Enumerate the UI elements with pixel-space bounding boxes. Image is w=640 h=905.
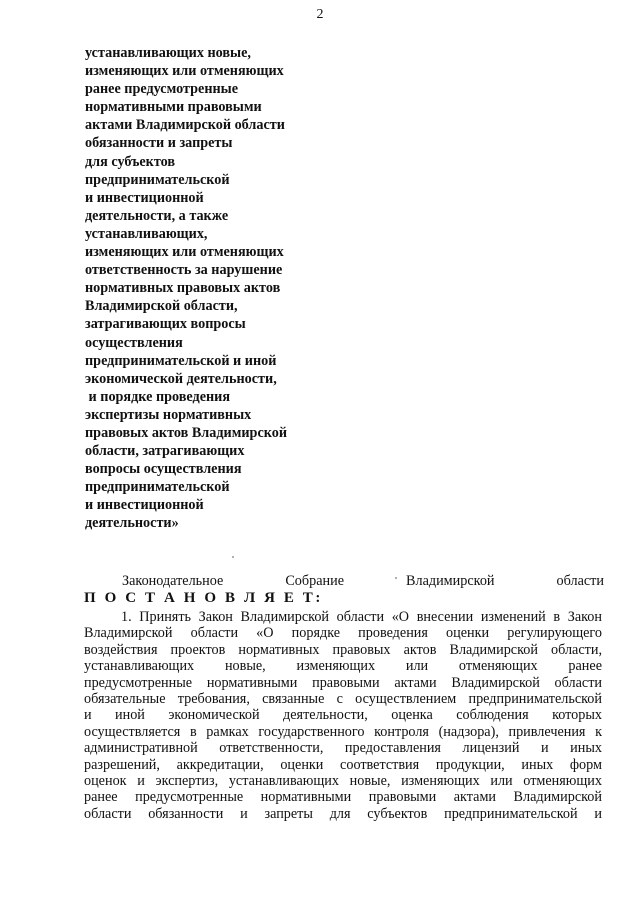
body-line: устанавливающих новые, изменяющих или отменяющих ранее (84, 658, 602, 675)
body-line: области обязанности и запреты для субъектов предпринимательской и (84, 805, 602, 822)
scan-artifact (395, 577, 397, 579)
body-line: предусмотренные нормативными правовыми актами Владимирской области (84, 674, 602, 691)
title-line: экономической деятельности, (85, 370, 277, 387)
body-line: воздействия проектов нормативных правовых актов Владимирской области, (84, 641, 602, 658)
title-line: актами Владимирской области (85, 117, 285, 134)
preamble-word: Законодательное (122, 573, 224, 589)
title-line: обязанности и запреты (85, 135, 233, 152)
title-line: предпринимательской (85, 479, 230, 496)
title-line: ранее предусмотренные (85, 81, 239, 98)
body-line: ранее предусмотренные нормативными правовыми актами Владимирской (84, 789, 602, 806)
title-line: и инвестиционной (85, 189, 204, 206)
title-line: правовых актов Владимирской (85, 424, 287, 441)
title-line: предпринимательской и иной (85, 352, 277, 369)
title-line: вопросы осуществления (85, 461, 242, 478)
body-line: административной ответственности, предоставления лицензий и иных (84, 740, 602, 757)
title-line: Владимирской области, (85, 298, 238, 315)
title-line: ответственность за нарушение (85, 262, 283, 279)
resolves-heading: П О С Т А Н О В Л Я Е Т: (84, 590, 324, 606)
title-line: деятельности» (85, 515, 179, 532)
body-line: разрешений, аккредитации, оценки соответствия продукции, иных форм (84, 756, 602, 773)
title-line: осуществления (85, 334, 183, 351)
law-title-block (85, 44, 385, 533)
preamble-word: Собрание (285, 573, 344, 589)
body-line: оценок и экспертиз, устанавливающих новые, изменяющих или отменяющих (84, 772, 602, 789)
title-line: области, затрагивающих (85, 443, 245, 460)
title-line: деятельности, а также (85, 207, 229, 224)
preamble-word: Владимирской (406, 573, 495, 589)
title-line: и инвестиционной (85, 497, 204, 514)
body-line: осуществляется в рамках государственного контроля (надзора), привлечения к (84, 723, 602, 740)
page-number: 2 (316, 7, 324, 22)
title-line: устанавливающих, (85, 225, 208, 242)
title-line: и порядке проведения (85, 388, 231, 405)
scan-artifact (232, 556, 234, 558)
preamble-word: области (556, 573, 604, 589)
title-line: изменяющих или отменяющих (85, 244, 284, 261)
body-line: обязательные требования, связанные с осуществлением предпринимательской (84, 690, 602, 707)
body-line: и иной экономической деятельности, оценка соблюдения которых (84, 707, 602, 724)
title-line: экспертизы нормативных (85, 406, 252, 423)
title-line: предпринимательской (85, 171, 230, 188)
resolution-body (84, 609, 602, 822)
body-line: 1. Принять Закон Владимирской области «О внесении изменений в Закон (121, 609, 602, 625)
title-line: нормативных правовых актов (85, 280, 281, 297)
body-line: Владимирской области «О порядке проведения оценки регулирующего (84, 625, 602, 642)
title-line: для субъектов (85, 153, 176, 170)
title-line: затрагивающих вопросы (85, 316, 246, 333)
title-line: устанавливающих новые, (85, 45, 251, 61)
title-line: изменяющих или отменяющих (85, 63, 284, 80)
preamble-line (84, 573, 604, 589)
title-line: нормативными правовыми (85, 99, 262, 116)
